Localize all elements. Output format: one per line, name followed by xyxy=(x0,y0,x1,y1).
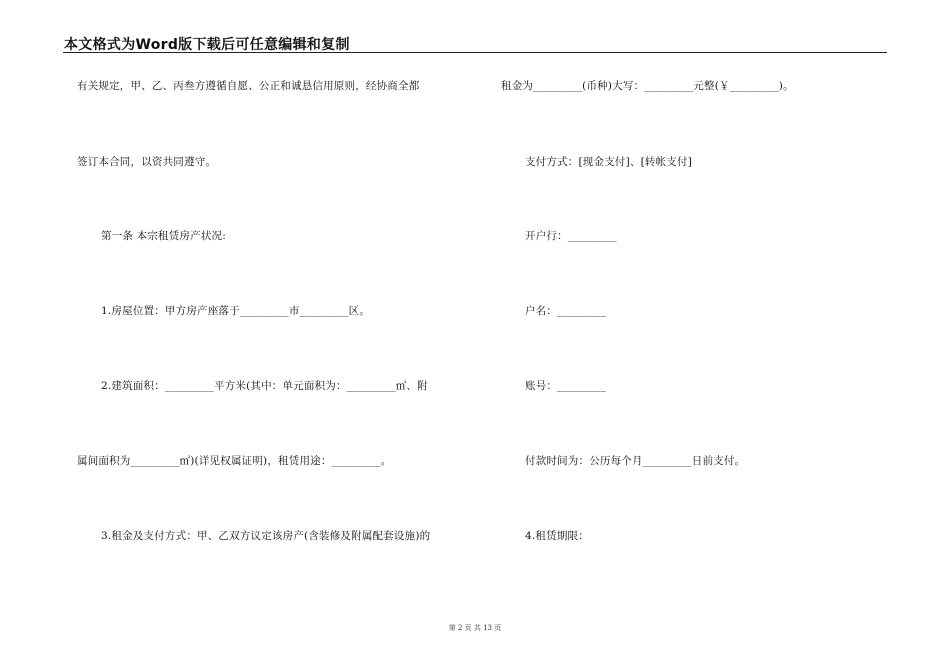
left-line-6-ancillary-area: 属间面积为_________㎡)(详见权属证明)，租赁用途：_________。 xyxy=(77,455,392,467)
right-line-1-rent-amount: 租金为_________(币种)大写：_________元整(￥_________)。 xyxy=(501,80,794,92)
left-line-7-rent-payment: 3.租金及支付方式：甲、乙双方议定该房产(含装修及附属配套设施)的 xyxy=(101,530,431,542)
right-line-7-lease-term: 4.租赁期限： xyxy=(525,530,589,542)
right-line-2-payment-method: 支付方式：[现金支付]、[转帐支付] xyxy=(525,156,692,168)
page-number-footer: 第 2 页 共 13 页 xyxy=(448,624,502,632)
left-line-4-house-location: 1.房屋位置：甲方房产座落于_________市_________区。 xyxy=(101,305,371,317)
right-line-4-account-name: 户名：_________ xyxy=(525,305,607,317)
document-header-title: 本文格式为Word版下载后可任意编辑和复制 xyxy=(64,37,350,53)
right-line-3-bank: 开户行：_________ xyxy=(525,230,617,242)
header-divider xyxy=(63,52,887,53)
left-line-2: 签订本合同，以资共同遵守。 xyxy=(77,156,217,168)
left-line-1: 有关规定，甲、乙、丙叁方遵循自愿、公正和诚恳信用原则，经协商全都 xyxy=(77,80,420,92)
left-line-3-article-heading: 第一条 本宗租赁房产状况: xyxy=(101,230,226,242)
left-line-5-building-area: 2.建筑面积：_________平方米(其中：单元面积为：_________㎡、附 xyxy=(101,380,428,392)
right-line-6-payment-time: 付款时间为：公历每个月_________日前支付。 xyxy=(525,455,746,467)
right-line-5-account-number: 账号：_________ xyxy=(525,380,607,392)
